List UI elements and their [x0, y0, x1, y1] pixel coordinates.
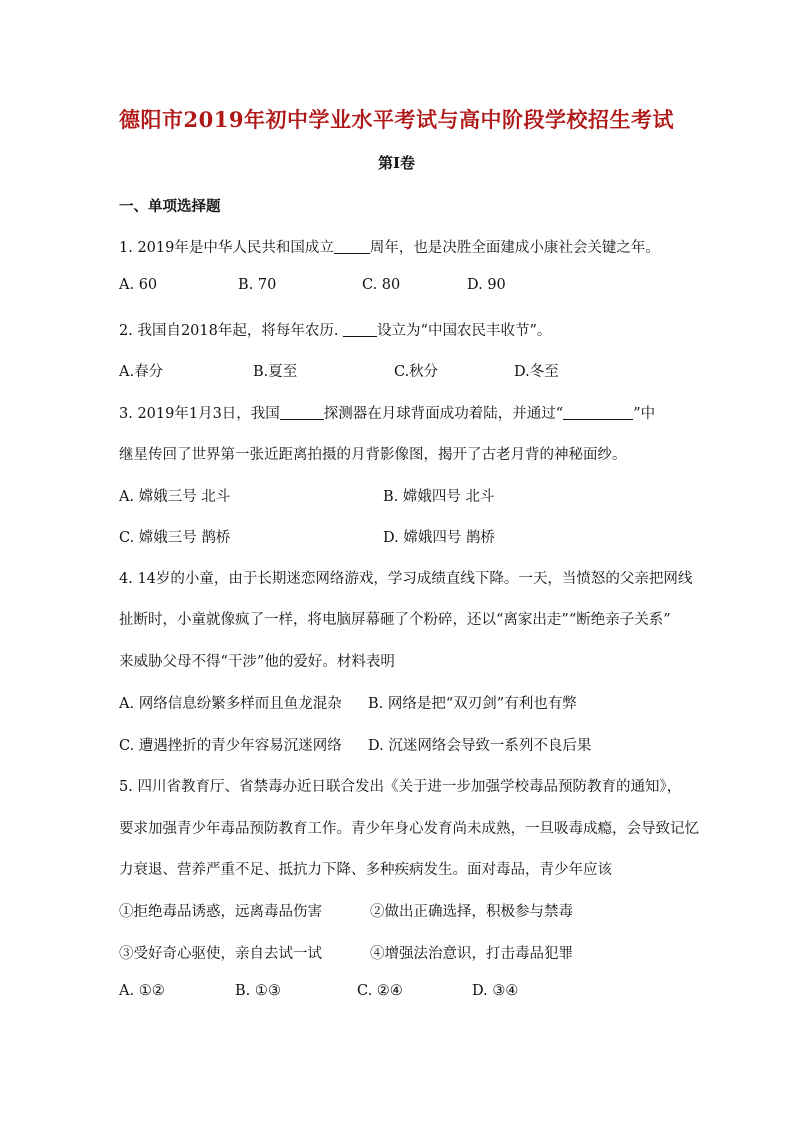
question-2-stem-part: 设立为“中国农民丰收节”。 — [377, 323, 552, 339]
question-3-stem-line-2: 继星传回了世界第一张近距离拍摄的月背影像图，揭开了古老月背的神秘面纱。 — [119, 447, 627, 463]
answer-blank — [280, 405, 324, 420]
option-c: C. 嫦娥三号 鹊桥 — [119, 530, 231, 546]
answer-blank — [334, 239, 370, 254]
question-3-stem-part: 3. 2019年1月3日，我国 — [119, 406, 280, 422]
option-d: D. 沉迷网络会导致一系列不良后果 — [368, 738, 592, 754]
question-3-stem-part: ”中 — [633, 406, 656, 422]
option-c: C. 遭遇挫折的青少年容易沉迷网络 — [119, 738, 342, 754]
option-c: C. ②④ — [357, 983, 403, 999]
question-5-stem-line: 要求加强青少年毒品预防教育工作。青少年身心发育尚未成熟，一旦吸毒成瘾，会导致记忆 — [119, 821, 699, 837]
answer-blank — [563, 405, 633, 420]
question-4-stem-line: 4. 14岁的小童，由于长期迷恋网络游戏，学习成绩直线下降。一天，当愤怒的父亲把网线 — [119, 571, 693, 587]
option-c: C.秋分 — [394, 364, 439, 380]
statement-1: ①拒绝毒品诱惑，远离毒品伤害 — [119, 904, 322, 920]
question-1-stem — [119, 236, 660, 257]
question-1-stem-part: 周年，也是决胜全面建成小康社会关键之年。 — [369, 240, 660, 256]
option-d: D.冬至 — [514, 364, 559, 380]
exam-title: 德阳市2019年初中学业水平考试与高中阶段学校招生考试 — [119, 107, 674, 132]
question-2-stem — [119, 319, 551, 340]
option-b: B. 嫦娥四号 北斗 — [383, 489, 495, 505]
question-5-stem-line: 5. 四川省教育厅、省禁毒办近日联合发出《关于进一步加强学校毒品预防教育的通知》， — [119, 779, 682, 795]
question-4-stem-line: 扯断时，小童就像疯了一样，将电脑屏幕砸了个粉碎，还以“离家出走”“断绝亲子关系” — [119, 612, 671, 628]
option-a: A. 60 — [119, 277, 158, 293]
section-heading: 一、单项选择题 — [119, 198, 221, 215]
option-a: A.春分 — [119, 364, 164, 380]
question-2-stem-part: 2. 我国自2018年起，将每年农历. — [119, 323, 344, 339]
answer-blank — [343, 322, 377, 337]
option-a: A. 嫦娥三号 北斗 — [119, 489, 231, 505]
statement-3: ③受好奇心驱使，亲自去试一试 — [119, 946, 322, 962]
option-d: D. 90 — [467, 277, 506, 293]
question-1-stem-part: 1. 2019年是中华人民共和国成立 — [119, 240, 334, 256]
option-c: C. 80 — [362, 277, 401, 293]
option-a: A. ①② — [119, 983, 165, 999]
paper-part-label: 第Ⅰ卷 — [377, 154, 416, 172]
option-a: A. 网络信息纷繁多样而且鱼龙混杂 — [119, 696, 342, 712]
question-4-stem-line: 来威胁父母不得“干涉”他的爱好。材料表明 — [119, 654, 395, 670]
option-d: D. 嫦娥四号 鹊桥 — [383, 530, 495, 546]
option-d: D. ③④ — [472, 983, 519, 999]
option-b: B.夏至 — [253, 364, 298, 380]
statement-2: ②做出正确选择，积极参与禁毒 — [370, 904, 573, 920]
option-b: B. 网络是把“双刃剑”有利也有弊 — [368, 696, 577, 712]
question-3-stem — [119, 402, 655, 423]
question-3-stem-part: 探测器在月球背面成功着陆，并通过“ — [323, 406, 564, 422]
option-b: B. ①③ — [235, 983, 281, 999]
option-b: B. 70 — [238, 277, 277, 293]
question-5-stem-line: 力衰退、营养严重不足、抵抗力下降、多种疾病发生。面对毒品，青少年应该 — [119, 862, 612, 878]
statement-4: ④增强法治意识，打击毒品犯罪 — [370, 946, 573, 962]
